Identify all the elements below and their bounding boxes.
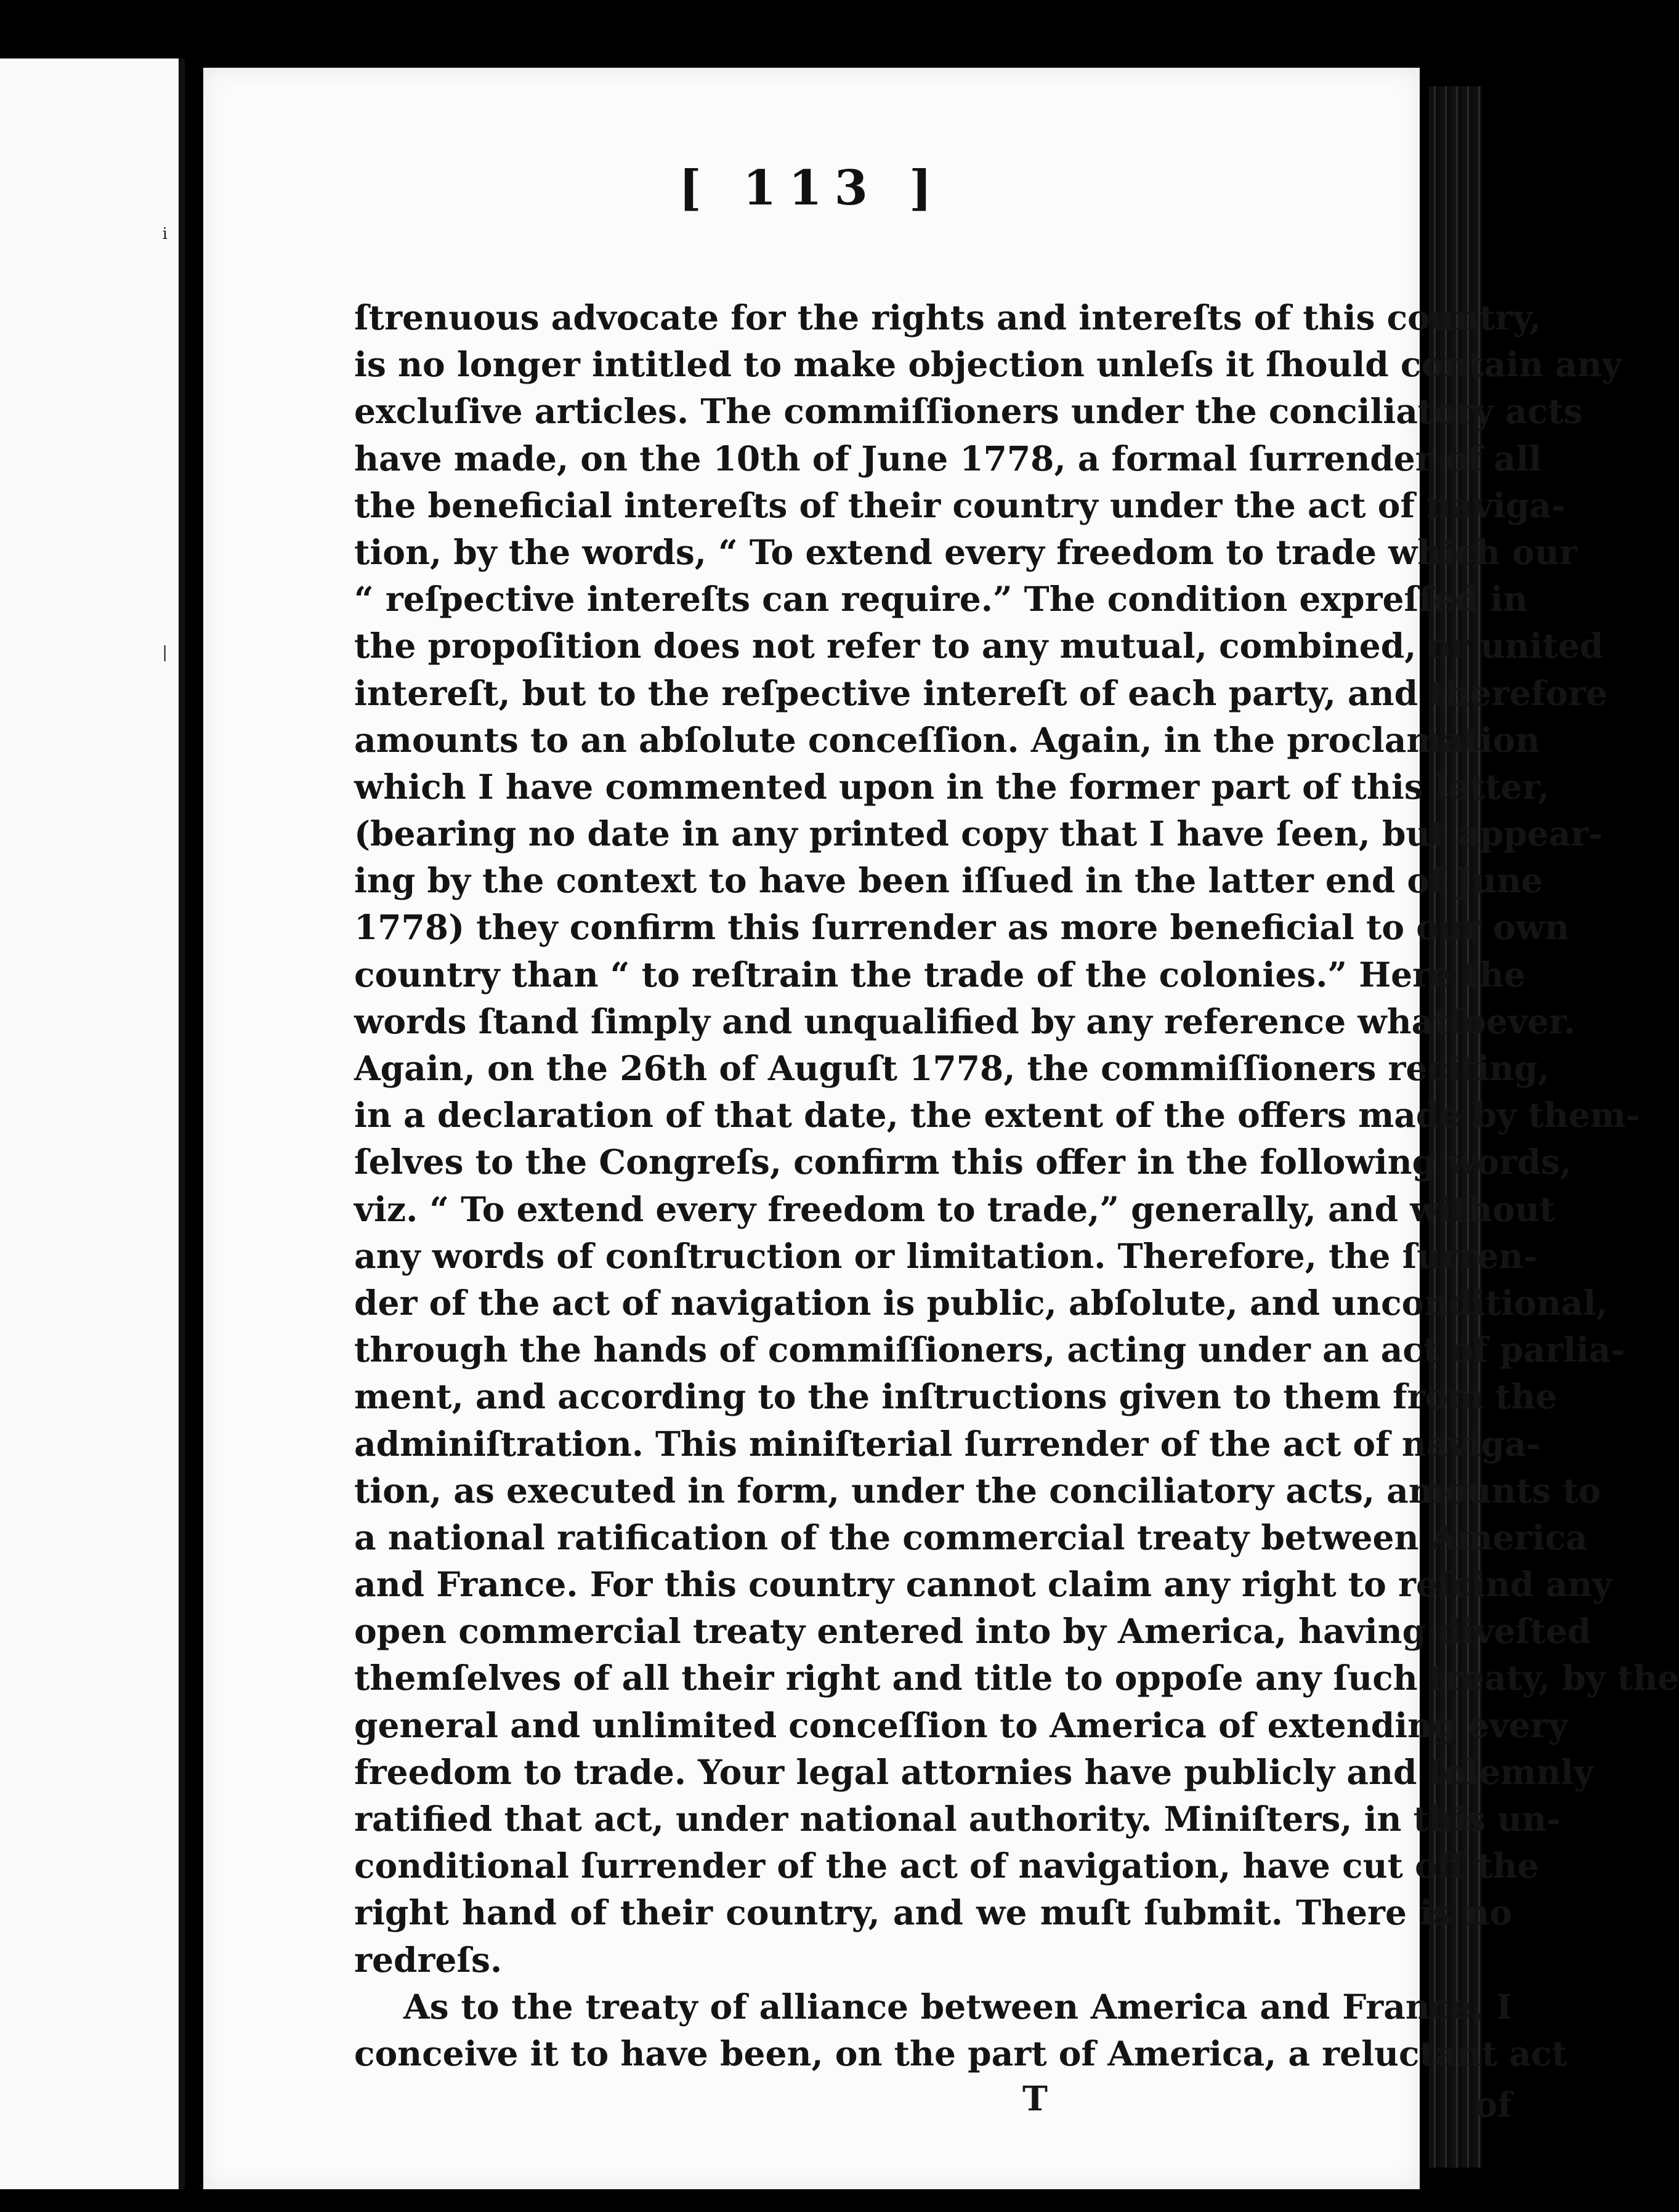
text-line: “ reſpective intereſts can require.” The condition expreſſed in <box>354 579 1528 620</box>
text-line: a national ratification of the commercial treaty between America <box>354 1517 1588 1557</box>
text-line: in a declaration of that date, the extent of the offers made by them- <box>354 1095 1640 1136</box>
text-line: words ſtand ſimply and unqualified by any reference whatſoever. <box>354 1001 1576 1041</box>
text-line: viz. “ To extend every freedom to trade,” generally, and without <box>354 1189 1555 1229</box>
text-line: 1778) they confirm this ſurrender as more beneficial to our own <box>354 907 1570 948</box>
margin-mark: i <box>162 225 168 243</box>
text-line: the propoſition does not refer to any mutual, combined, or united <box>354 626 1604 666</box>
text-line: ſtrenuous advocate for the rights and intereſts of this country, <box>354 297 1541 337</box>
text-line: through the hands of commiſſioners, acting under an act of parlia- <box>354 1330 1625 1370</box>
text-line: general and unlimited conceſſion to America of extending every <box>354 1705 1568 1745</box>
text-line: tion, by the words, “ To extend every freedom to trade which our <box>354 531 1577 572</box>
text-line: the beneficial intereſts of their country under the act of naviga- <box>354 485 1566 525</box>
text-line: (bearing no date in any printed copy that I have ſeen, but appear- <box>354 813 1603 854</box>
page-number-header: [ 113 ] <box>679 160 944 216</box>
text-line: ratified that act, under national authority. Miniſters, in this un- <box>354 1799 1561 1839</box>
text-line: ſelves to the Congreſs, confirm this offer in the following words, <box>354 1142 1572 1182</box>
adjacent-page-strip <box>0 59 185 2189</box>
signature-mark: T <box>1022 2078 1048 2118</box>
text-line: conceive it to have been, on the part of America, a reluctant act <box>354 2033 1568 2073</box>
text-line: and France. For this country cannot claim any right to reſcind any <box>354 1564 1612 1605</box>
text-line: conditional ſurrender of the act of navigation, have cut off the <box>354 1846 1539 1886</box>
text-line: any words of conſtruction or limitation. Therefore, the ſurren- <box>354 1235 1538 1276</box>
margin-mark: | <box>162 644 168 662</box>
text-line: der of the act of navigation is public, abſolute, and unconditional, <box>354 1282 1608 1323</box>
text-line: ment, and according to the inſtructions given to them from the <box>354 1376 1558 1417</box>
text-line: freedom to trade. Your legal attornies have publicly and ſolemnly <box>354 1751 1593 1792</box>
text-line: themſelves of all their right and title to oppoſe any ſuch treaty, by the <box>354 1658 1679 1698</box>
text-line: intereſt, but to the reſpective intereſt of each party, and therefore <box>354 672 1608 713</box>
text-line: which I have commented upon in the former part of this letter, <box>354 766 1550 807</box>
page-footer <box>354 2078 1512 2134</box>
text-line: have made, on the 10th of June 1778, a formal ſurrender of all <box>354 438 1542 478</box>
text-line: amounts to an abſolute conceſſion. Again, in the proclamation <box>354 719 1540 760</box>
text-line: country than “ to reſtrain the trade of the colonies.” Here the <box>354 954 1526 995</box>
text-line: adminiſtration. This miniſterial ſurrender of the act of naviga- <box>354 1423 1541 1464</box>
text-line: right hand of their country, and we muſt ſubmit. There is no <box>354 1892 1512 1933</box>
body-text <box>354 294 1679 2077</box>
text-line: As to the treaty of alliance between America and France, I <box>403 1986 1512 2027</box>
text-line: is no longer intitled to make objection unleſs it ſhould contain any <box>354 344 1622 385</box>
text-line: ing by the context to have been iſſued in the latter end of June <box>354 860 1543 901</box>
text-line: redreſs. <box>354 1939 503 1980</box>
text-line: open commercial treaty entered into by America, having diveſted <box>354 1611 1592 1652</box>
text-line: tion, as executed in form, under the conciliatory acts, amounts to <box>354 1470 1601 1511</box>
text-line: excluſive articles. The commiſſioners under the conciliatory acts <box>354 391 1583 432</box>
text-line: Again, on the 26th of Auguſt 1778, the commiſſioners reciting, <box>354 1048 1550 1088</box>
book-page <box>203 68 1679 2189</box>
catchword: of <box>1475 2085 1512 2125</box>
